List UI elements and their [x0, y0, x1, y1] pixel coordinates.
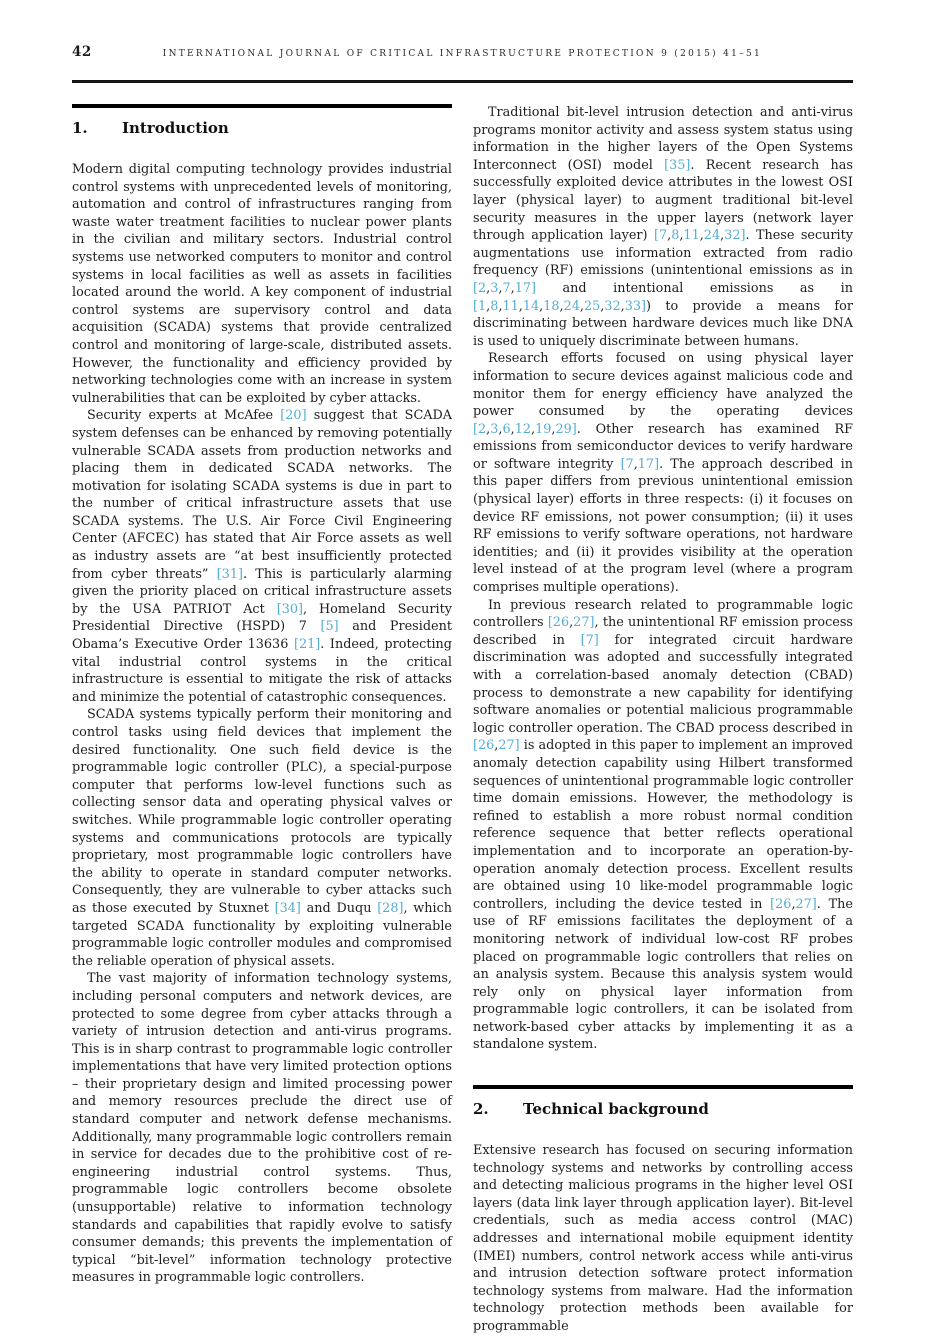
right-column	[473, 104, 853, 1336]
citation-link[interactable]: [30]	[276, 601, 303, 617]
citation-link[interactable]: [34]	[274, 900, 301, 916]
citation-link[interactable]: [20]	[280, 408, 307, 424]
citation-link[interactable]: [26,27]	[473, 738, 520, 754]
citation-link[interactable]: [26,27]	[770, 896, 817, 912]
citation-link[interactable]: [21]	[293, 637, 321, 653]
header-rule	[72, 80, 853, 83]
citation-link[interactable]: [26,27]	[547, 615, 595, 631]
citation-link[interactable]: [1,8,11,14,18,24,25,32,33]	[473, 298, 646, 314]
section-number: 1.	[72, 119, 88, 137]
section-heading	[473, 1085, 853, 1119]
paragraph: Security experts at McAfee [20] suggest that SCADA system defenses can be enhanced by removing potentially vulnerable SCADA assets from production networks and placing them in dedicated SCADA networks. The motivation for isolating SCADA systems is due in part to the number of critical infrastructure assets that use SCADA systems. The U.S. Air Force Civil Engineering Center (AFCEC) has stated that Air Force assets as well as industry assets are “at best insufficiently protected from cyber threats” [31]. This is particularly alarming given the priority placed on critical infrastructure assets by the USA PATRIOT Act [30], Homeland Security Presidential Directive (HSPD) 7 [5] and President Obama’s Executive Order 13636 [21]. Indeed, protecting vital industrial control systems in the critical infrastructure is essential to mitigate the risk of attacks and minimize the potential of catastrophic consequences.	[72, 408, 453, 705]
page-number: 42	[72, 44, 92, 60]
paragraph: Extensive research has focused on securing information technology systems and networks by controlling access and detecting malicious programs in the higher level OSI layers (data link layer through application layer). Bit-level credentials, such as media access control (MAC) addresses and international mobile equipment identity (IMEI) numbers, control network access while anti-virus and intrusion detection software protect information technology systems from malware. Had the information technology protection methods been available for programmable	[473, 1143, 853, 1334]
section-title: Technical background	[523, 1100, 709, 1119]
two-column-body	[72, 104, 853, 1336]
paragraph: Research efforts focused on using physical layer information to secure devices against malicious code and monitor them for energy efficiency have analyzed the power consumed by the operating devices [2,3,6,12,19,29]. Other research has examined RF emissions from semiconductor devices to verify hardware or software integrity [7,17]. The approach described in this paper differs from previous unintentional emission (physical layer) efforts in three respects: (i) it focuses on device RF emissions, not power consumption; (ii) it uses RF emissions to verify software operations, not hardware identities; and (ii) it provides visibility at the operation level instead of at the program level (where a program comprises multiple operations).	[473, 351, 853, 596]
running-header	[72, 44, 853, 60]
citation-link[interactable]: [2,3,6,12,19,29]	[473, 421, 577, 437]
citation-link[interactable]: [7]	[580, 632, 599, 648]
citation-link[interactable]: [2,3,7,17]	[473, 280, 536, 296]
citation-link[interactable]: [31]	[216, 566, 243, 582]
paragraph: Modern digital computing technology provides industrial control systems with unprecedented levels of monitoring, automation and control of infrastructures ranging from waste water treatment facilities to nuclear power plants in the civilian and military sectors. Industrial control systems use networked computers to monitor and control systems in local facilities as well as assets in facilities located around the world. A key component of industrial control systems are supervisory control and data acquisition (SCADA) systems that provide centralized control and monitoring of large-scale, distributed assets. However, the functionality and efficiency provided by networking technologies come with an increase in system vulnerabilities that can be exploited by cyber attacks.	[72, 162, 452, 406]
left-column	[72, 104, 452, 1336]
section-rule	[473, 1085, 853, 1089]
journal-title: INTERNATIONAL JOURNAL OF CRITICAL INFRASTRUCTURE PROTECTION 9 (2015) 41–51	[162, 49, 763, 59]
paragraph: Traditional bit-level intrusion detection and anti-virus programs monitor activity and assess system status using information in the higher layers of the Open Systems Interconnect (OSI) model [35]. Recent research has successfully exploited device attributes in the lowest OSI layer (physical layer) to augment traditional bit-level security measures in the upper layers (network layer through application layer) [7,8,11,24,32]. These security augmentations use information extracted from radio frequency (RF) emissions (unintentional emissions as in [2,3,7,17] and intentional emissions as in [1,8,11,14,18,24,25,32,33]) to provide a means for discriminating between hardware devices much like DNA is used to uniquely discriminate between humans.	[473, 105, 853, 349]
citation-link[interactable]: [28]	[377, 900, 404, 916]
paragraph: In previous research related to programmable logic controllers [26,27], the unintentional RF emission process described in [7] for integrated circuit hardware discrimination was adopted and successfully integrated with a correlation-based anomaly detection (CBAD) process to demonstrate a new capability for identifying software anomalies or potential malicious programmable logic controller operation. The CBAD process described in [26,27] is adopted in this paper to implement an improved anomaly detection capability using Hilbert transformed sequences of unintentional programmable logic controller time domain emissions. However, the methodology is refined to establish a more robust normal condition reference sequence that better reflects operational implementation and to incorporate an operation-by-operation anomaly detection process. Excellent results are obtained using 10 like-model programmable logic controllers, including the device tested in [26,27]. The use of RF emissions facilitates the deployment of a monitoring network of individual low-cost RF probes placed on programmable logic controllers that relies on an analysis system. Because this analysis system would rely only on physical layer information from programmable logic controllers, it can be isolated from network-based cyber attacks by implementing it as a standalone system.	[473, 597, 854, 1053]
section-rule	[72, 104, 452, 108]
paragraph: SCADA systems typically perform their monitoring and control tasks using field devices that implement the desired functionality. One such field device is the programmable logic controller (PLC), a special-purpose computer that performs low-level functions such as collecting sensor data and operating physical valves or switches. While programmable logic controller operating systems and communications protocols are typically proprietary, most programmable logic controllers have the ability to operate in standard computer networks. Consequently, they are vulnerable to cyber attacks such as those executed by Stuxnet [34] and Duqu [28], which targeted SCADA functionality by exploiting vulnerable programmable logic controller modules and compromised the reliable operation of physical assets.	[72, 707, 452, 969]
citation-link[interactable]: [7,8,11,24,32]	[653, 228, 746, 244]
paragraph: The vast majority of information technology systems, including personal computers and network devices, are protected to some degree from cyber attacks through a variety of intrusion detection and anti-virus programs. This is in sharp contrast to programmable logic controller implementations that have very limited protection options – their proprietary design and limited processing power and memory resources preclude the direct use of standard computer and network defense mechanisms. Additionally, many programmable logic controllers remain in service for decades due to the prohibitive cost of re-engineering industrial control systems. Thus, programmable logic controllers become obsolete (unsupportable) relative to information technology standards and capabilities that rapidly evolve to satisfy consumer demands; this prevents the implementation of typical “bit-level” information technology protective measures in programmable logic controllers.	[72, 971, 452, 1286]
citation-link[interactable]: [7,17]	[620, 456, 660, 472]
section-number: 2.	[473, 1100, 489, 1119]
section-heading	[72, 104, 452, 138]
citation-link[interactable]: [5]	[320, 619, 339, 635]
citation-link[interactable]: [35]	[664, 157, 691, 173]
section-title: Introduction	[122, 119, 229, 137]
